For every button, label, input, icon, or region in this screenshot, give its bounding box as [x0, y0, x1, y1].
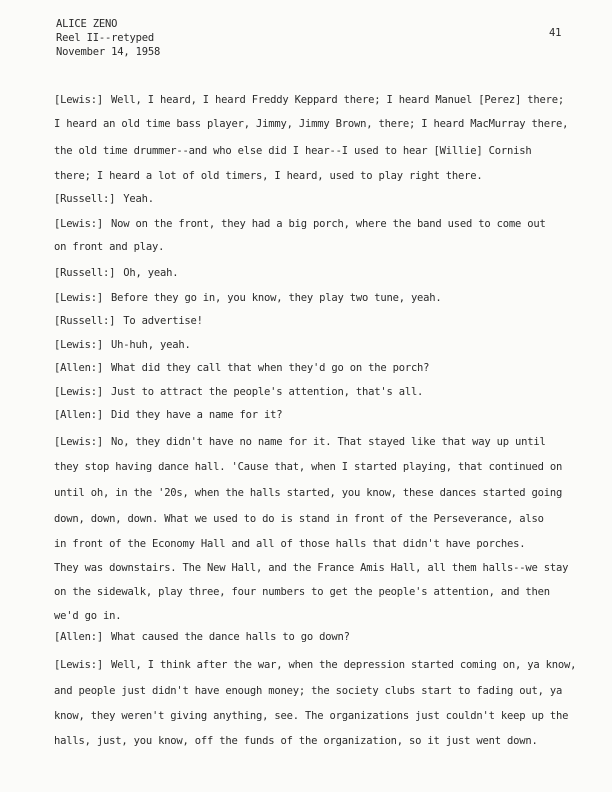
transcript-line — [54, 117, 568, 131]
line-text: there; I heard a lot of old timers, I heard, used to play right there. — [54, 170, 483, 182]
line-text: To advertise! — [123, 315, 203, 327]
line-text: Well, I heard, I heard Freddy Keppard there; I heard Manuel [Perez] there; — [110, 94, 564, 106]
transcript-line — [54, 684, 562, 698]
speaker-label: [Allen:] — [54, 362, 103, 374]
transcript-line — [54, 609, 121, 623]
speaker-label: [Russell:] — [54, 193, 116, 205]
line-text: Yeah. — [123, 193, 154, 205]
transcript-line — [54, 217, 546, 231]
line-text: they stop having dance hall. 'Cause that, when I started playing, that continued on — [54, 461, 563, 473]
transcript-line — [54, 361, 429, 375]
line-text: in front of the Economy Hall and all of those halls that didn't have porches. — [54, 538, 526, 550]
line-text: halls, just, you know, off the funds of the organization, so it just went down. — [54, 735, 538, 747]
transcript-line — [54, 537, 525, 551]
line-text: on the sidewalk, play three, four numbers to get the people's attention, and then — [54, 586, 550, 598]
line-text: Well, I think after the war, when the depression started coming on, ya know, — [110, 659, 577, 671]
speaker-label: [Lewis:] — [54, 386, 103, 398]
transcript-line — [54, 486, 562, 500]
transcript-line — [54, 385, 423, 399]
speaker-label: [Allen:] — [54, 631, 103, 643]
line-text: Uh-huh, yeah. — [110, 339, 191, 351]
transcript-line — [54, 338, 191, 352]
line-text: What did they call that when they'd go on the porch? — [110, 362, 430, 374]
speaker-label: [Lewis:] — [54, 339, 103, 351]
transcript-line — [54, 144, 531, 158]
speaker-label: [Russell:] — [54, 267, 116, 279]
line-text: and people just didn't have enough money; the society clubs start to fading out, ya — [54, 685, 563, 697]
header-date: November 14, 1958 — [56, 46, 161, 58]
transcript-line — [54, 192, 154, 206]
transcript-line — [54, 169, 483, 183]
transcript-line — [54, 630, 350, 644]
transcript-line — [54, 658, 576, 672]
speaker-label: [Lewis:] — [54, 292, 103, 304]
line-text: down, down, down. What we used to do is stand in front of the Perseverance, also — [54, 513, 544, 525]
transcript-line — [54, 291, 442, 305]
line-text: on front and play. — [54, 241, 165, 253]
transcript-line — [54, 585, 550, 599]
header-name: ALICE ZENO — [56, 18, 118, 30]
speaker-label: [Lewis:] — [54, 436, 103, 448]
document-header — [56, 17, 160, 59]
transcript-line — [54, 93, 564, 107]
line-text: Just to attract the people's attention, that's all. — [110, 386, 424, 398]
speaker-label: [Lewis:] — [54, 218, 103, 230]
speaker-label: [Lewis:] — [54, 94, 103, 106]
line-text: we'd go in. — [54, 610, 122, 622]
line-text: the old time drummer--and who else did I hear--I used to hear [Willie] Cornish — [54, 145, 532, 157]
speaker-label: [Russell:] — [54, 315, 116, 327]
speaker-label: [Allen:] — [54, 409, 103, 421]
transcript-line — [54, 460, 562, 474]
line-text: Oh, yeah. — [123, 267, 179, 279]
transcript-line — [54, 512, 544, 526]
transcript-line — [54, 561, 568, 575]
line-text: They was downstairs. The New Hall, and the France Amis Hall, all them halls--we stay — [54, 562, 569, 574]
line-text: What caused the dance halls to go down? — [110, 631, 350, 643]
line-text: I heard an old time bass player, Jimmy, Jimmy Brown, there; I heard MacMurray there, — [54, 118, 569, 130]
transcript-line — [54, 709, 568, 723]
line-text: Now on the front, they had a big porch, where the band used to come out — [110, 218, 546, 230]
line-text: until oh, in the '20s, when the halls started, you know, these dances started going — [54, 487, 563, 499]
line-text: know, they weren't giving anything, see. The organizations just couldn't keep up the — [54, 710, 569, 722]
header-reel: Reel II--retyped — [56, 32, 154, 44]
line-text: No, they didn't have no name for it. That stayed like that way up until — [110, 436, 546, 448]
speaker-label: [Lewis:] — [54, 659, 103, 671]
transcript-line — [54, 314, 203, 328]
transcript-line — [54, 408, 282, 422]
transcript-line — [54, 734, 538, 748]
page-number: 41 — [549, 27, 562, 39]
transcript-line — [54, 240, 164, 254]
transcript-line — [54, 266, 178, 280]
line-text: Before they go in, you know, they play two tune, yeah. — [110, 292, 442, 304]
transcript-line — [54, 435, 546, 449]
line-text: Did they have a name for it? — [110, 409, 283, 421]
